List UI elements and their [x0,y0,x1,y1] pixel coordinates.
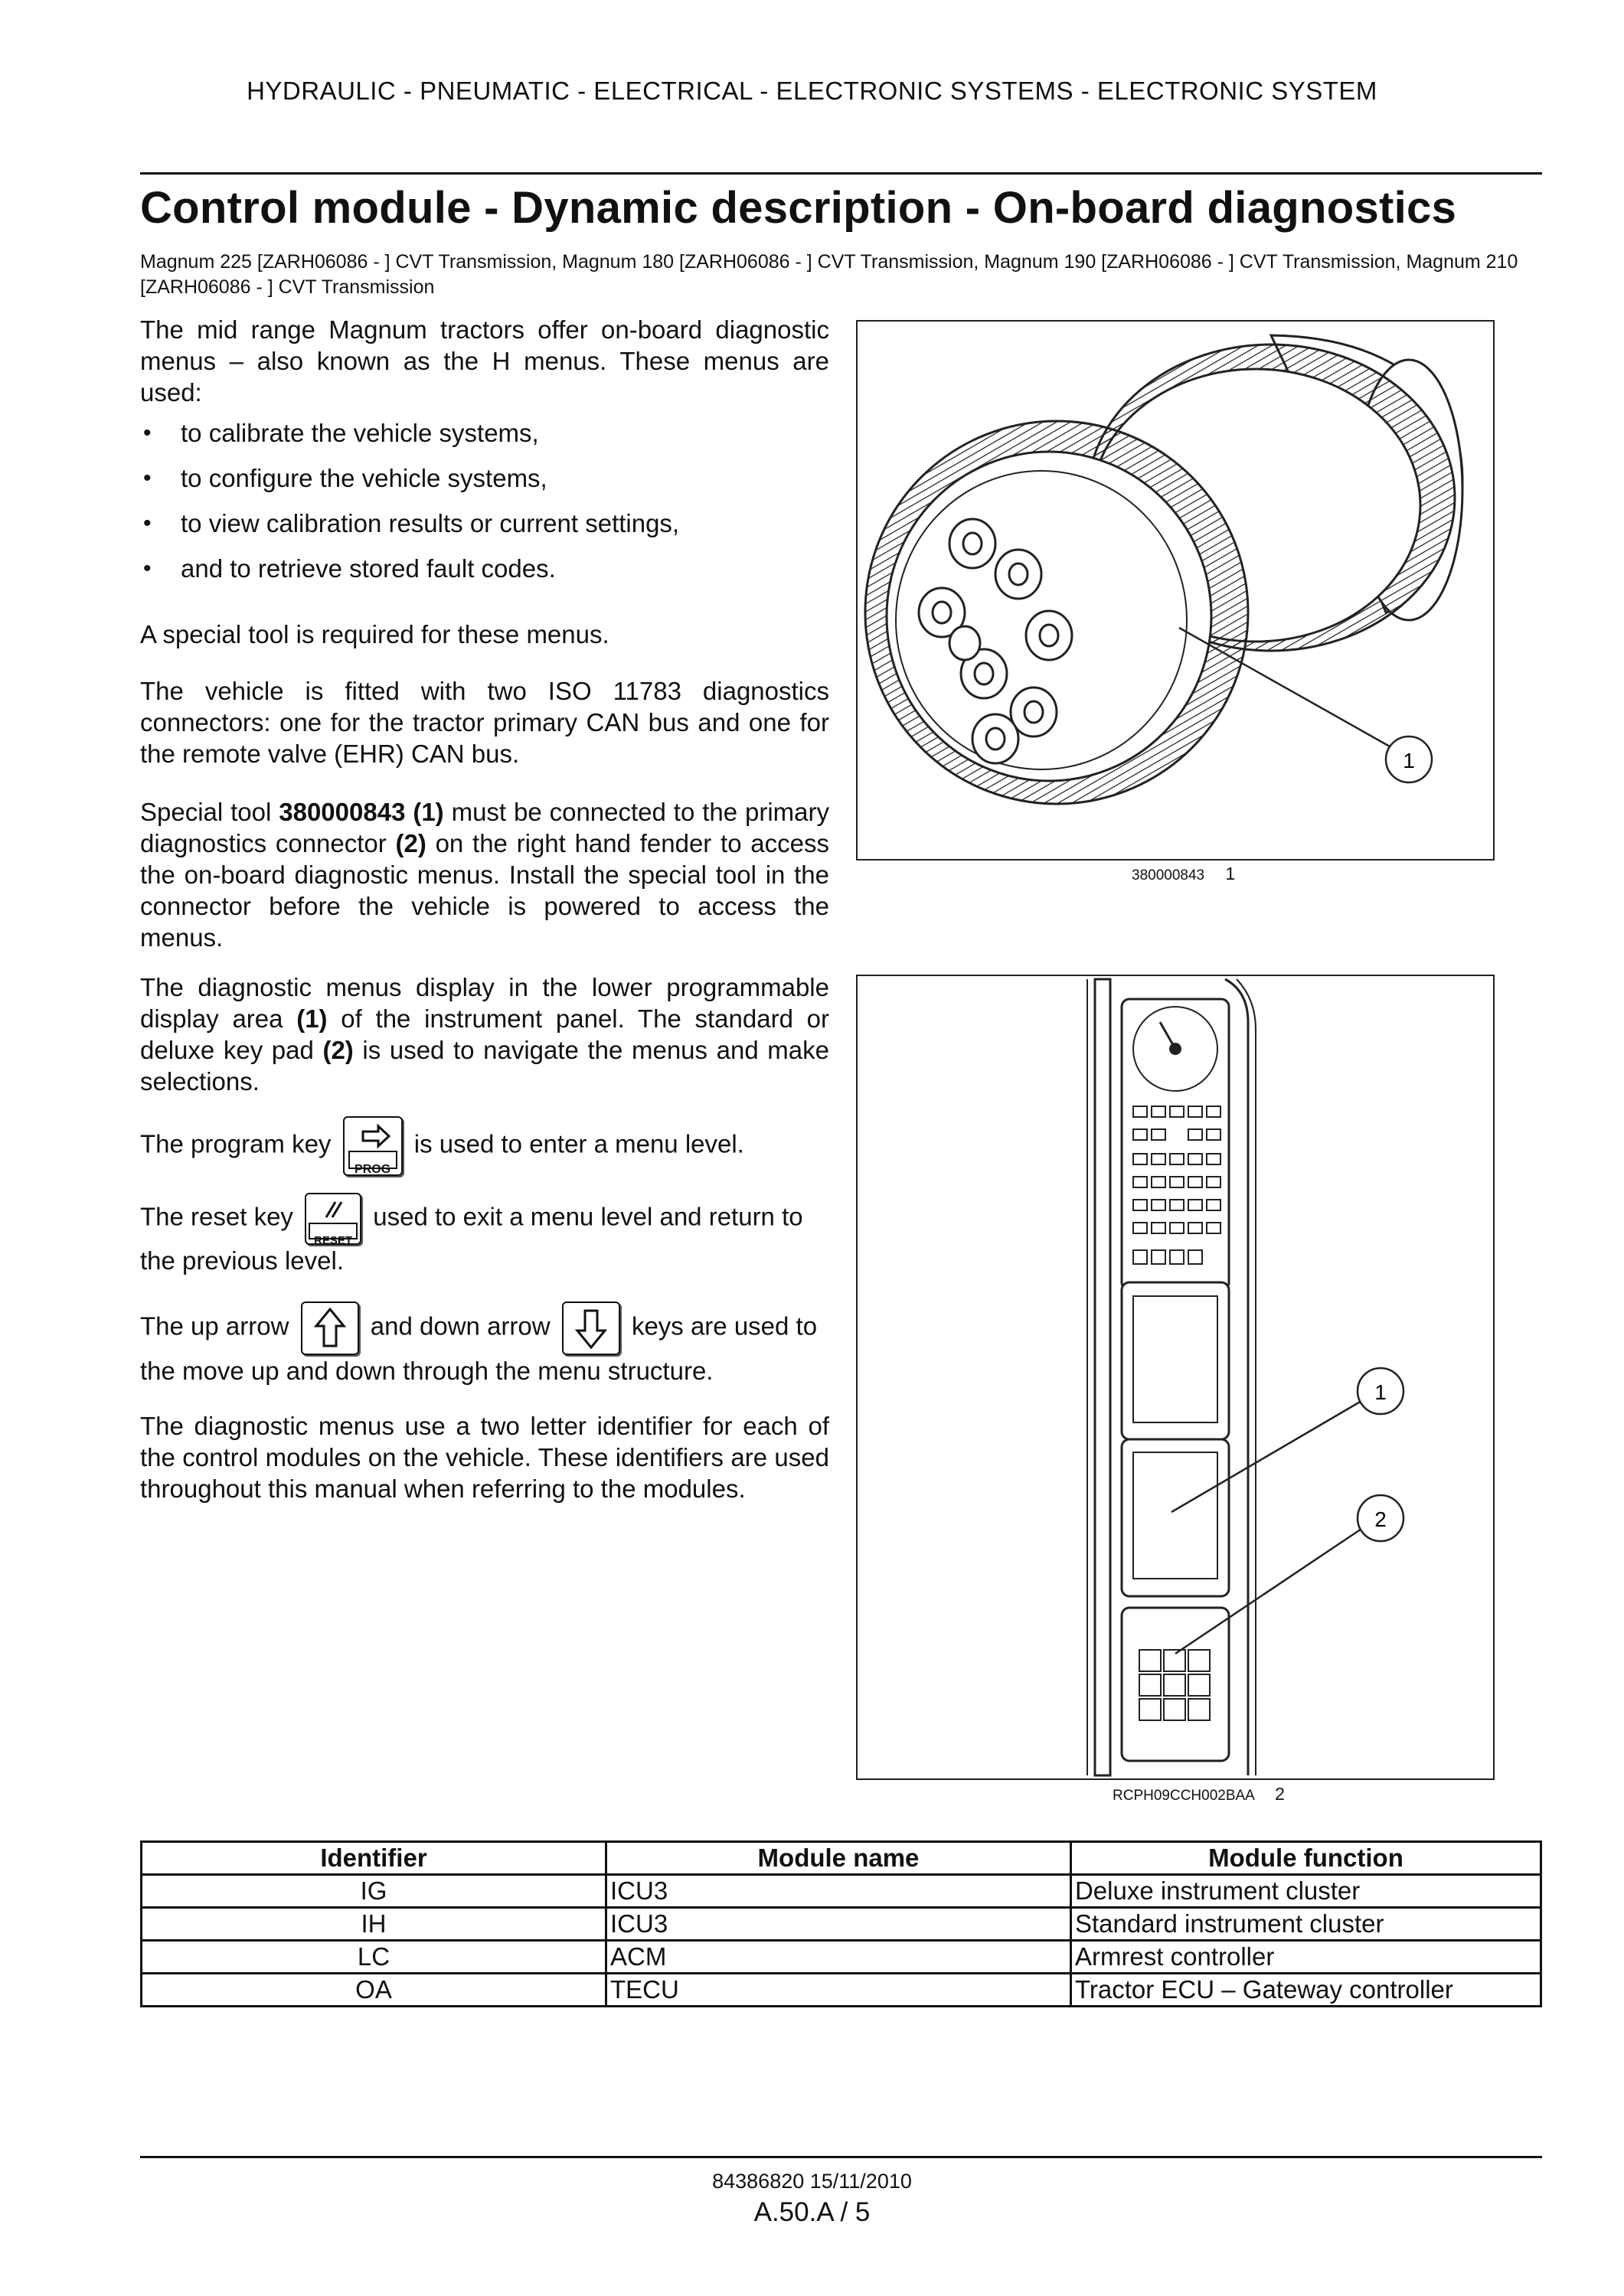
tool-reference: 380000843 (1) [279,798,444,826]
figure2-caption: RCPH09CCH002BAA 2 [1113,1784,1285,1804]
prog-key-line: The program key PROG is used to enter a menu level. [140,1116,829,1176]
table-row: IH ICU3 Standard instrument cluster [142,1908,1541,1941]
figure-diagnostic-connector [856,320,1495,861]
instrument-panel-illustration [858,976,1493,1778]
table-row: LC ACM Armrest controller [142,1941,1541,1974]
up-arrow-key-icon [301,1302,359,1355]
display-paragraph: The diagnostic menus display in the lower programmable display area (1) of the instrument panel. The standard or deluxe key pad (2) is used to navigate the menus and make selections. [140,973,829,1096]
table-row: OA TECU Tractor ECU – Gateway controller [142,1974,1541,2007]
connectors-paragraph: The vehicle is fitted with two ISO 11783 diagnostics connectors: one for the tractor primary CAN bus and one for the remote valve (EHR) CAN bus. [140,677,829,768]
figure2-callout-2: 2 [1374,1507,1387,1531]
identifier-table [140,1840,1542,2007]
list-item: • to view calibration results or current settings, [140,508,679,553]
footer-rule [140,2156,1542,2158]
figure1-callout-1: 1 [1403,749,1415,772]
connector-reference: (2) [395,829,426,857]
header-rule [140,172,1542,175]
figure-instrument-panel [856,975,1495,1780]
column-header: Module function [1070,1842,1541,1875]
reset-key-icon: RESET [305,1193,361,1245]
intro-paragraph: The mid range Magnum tractors offer on-board diagnostic menus – also known as the H menus. These menus are used: [140,315,829,407]
special-tool-note: A special tool is required for these menus. [140,620,609,648]
list-item: • to configure the vehicle systems, [140,462,679,508]
table-header-row [142,1842,1541,1875]
connector-illustration [858,322,1493,859]
usage-list [140,417,679,598]
reset-key-line: The reset key RESET used to exit a menu level and return to the previous level. [140,1193,829,1276]
figure2-callout-1: 1 [1374,1380,1387,1404]
prog-key-icon: PROG [343,1116,403,1176]
down-arrow-key-icon [562,1302,620,1355]
page-title: Control module - Dynamic description - On-board diagnostics [140,183,1457,233]
running-header: HYDRAULIC - PNEUMATIC - ELECTRICAL - ELECTRONIC SYSTEMS - ELECTRONIC SYSTEM [247,77,1377,105]
arrow-keys-line: The up arrow and down arrow keys are used to the move up and down through the menu structure. [140,1302,829,1386]
footer-doc-date: 84386820 15/11/2010 [712,2170,912,2193]
special-tool-paragraph: Special tool 380000843 (1) must be connected to the primary diagnostics connector (2) on the right hand fender to access the on-board diagnostic menus. Install the special tool in the connector before the vehicle is powered to access the menus. [140,798,829,952]
list-item: • and to retrieve stored fault codes. [140,553,679,598]
applicability-text: Magnum 225 [ZARH06086 - ] CVT Transmission, Magnum 180 [ZARH06086 - ] CVT Transmission, Magnum 190 [ZARH06086 - ] CVT Transmission, Magnum 210 [ZARH06086 - ] CVT Transmission [140,251,1518,298]
list-item: • to calibrate the vehicle systems, [140,417,679,462]
column-header: Module name [606,1842,1071,1875]
table-row: IG ICU3 Deluxe instrument cluster [142,1875,1541,1908]
footer-page-number: A.50.A / 5 [753,2197,871,2227]
identifier-paragraph: The diagnostic menus use a two letter identifier for each of the control modules on the vehicle. These identifiers are used throughout this manual when referring to the modules. [140,1412,829,1503]
column-header: Identifier [142,1842,606,1875]
figure1-caption: 380000843 1 [1132,864,1236,883]
